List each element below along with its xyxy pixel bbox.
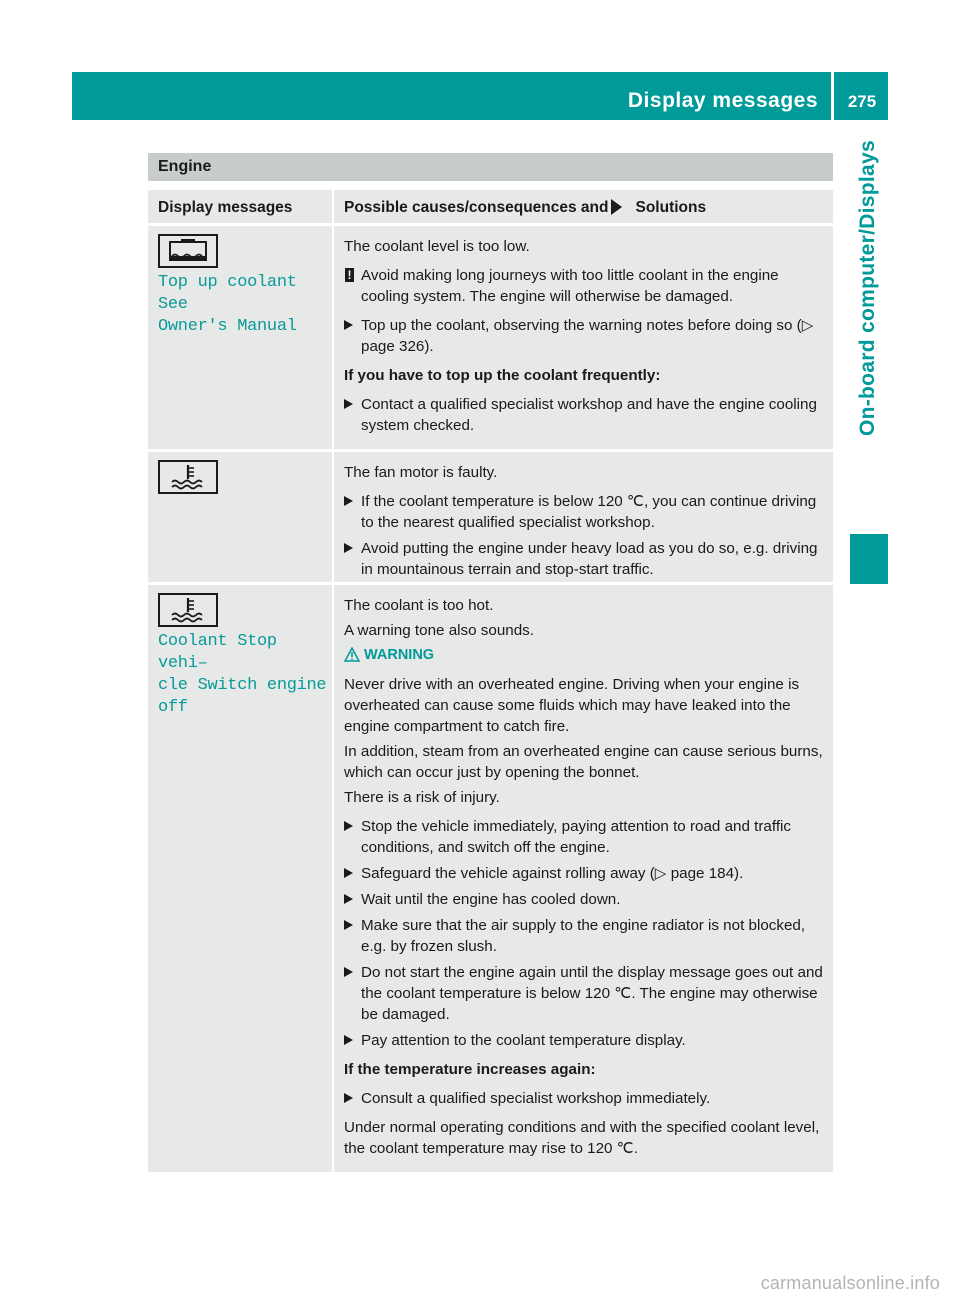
step-arrow-icon [344, 1093, 353, 1103]
step-text: Stop the vehicle immediately, paying attention to road and traffic conditions, and switch off the engine. [361, 818, 792, 856]
solution-step [344, 915, 827, 957]
solution-step [344, 538, 827, 580]
step-text: Top up the coolant, observing the warning notes before doing so (▷ page 326). [361, 317, 814, 355]
warning-label: WARNING [364, 647, 435, 663]
warning-text: There is a risk of injury. [344, 789, 500, 806]
side-tab-label: On-board computer/Displays [856, 140, 879, 437]
solution-step [344, 962, 827, 1025]
side-tab [848, 140, 888, 550]
coolant-level-icon [158, 234, 218, 268]
display-message-text: Coolant Stop vehi– cle Switch engine off [158, 632, 327, 717]
causes-cell-coolant-level [334, 226, 833, 449]
solution-arrow-icon [611, 199, 632, 215]
warning-triangle-icon [344, 647, 360, 662]
closing-text: Under normal operating conditions and with the specified coolant level, the coolant temperature may rise to 120 ℃. [344, 1119, 820, 1157]
header-title: Display messages [627, 89, 818, 112]
cause-text: The coolant is too hot. [344, 597, 494, 614]
solution-step [344, 1088, 827, 1109]
step-arrow-icon [344, 496, 353, 506]
condition-heading: If the temperature increases again: [344, 1061, 596, 1078]
step-text: Do not start the engine again until the display message goes out and the coolant temperature is below 120 ℃. The engine may otherwise be damaged. [361, 964, 823, 1023]
column-header-causes-label [334, 199, 706, 216]
step-arrow-icon [344, 967, 353, 977]
warning-text: In addition, steam from an overheated engine can cause serious burns, which can occur just by opening the bonnet. [344, 743, 823, 781]
cause-text: The fan motor is faulty. [344, 464, 498, 481]
step-text: Pay attention to the coolant temperature display. [361, 1032, 686, 1049]
column-header-solutions-text: Solutions [635, 199, 707, 216]
display-cell-coolant-hot [148, 585, 332, 1172]
step-text: If the coolant temperature is below 120 ℃, you can continue driving to the nearest qualified specialist workshop. [361, 493, 817, 531]
exclamation-icon: ! [345, 268, 354, 282]
step-arrow-icon [344, 920, 353, 930]
step-arrow-icon [344, 894, 353, 904]
step-arrow-icon [344, 320, 353, 330]
page-number: 275 [847, 92, 877, 111]
causes-cell-fan-motor [334, 452, 833, 582]
display-cell-fan-motor [148, 452, 332, 582]
step-text: Contact a qualified specialist workshop and have the engine cooling system checked. [361, 396, 817, 434]
step-text: Make sure that the air supply to the engine radiator is not blocked, e.g. by frozen slush. [361, 917, 806, 955]
watermark: carmanualsonline.info [760, 1273, 940, 1293]
step-arrow-icon [344, 1035, 353, 1045]
warning-text: Never drive with an overheated engine. Driving when your engine is overheated can cause some fluids which may have leaked into the engine compartment to catch fire. [344, 676, 800, 735]
cause-text: A warning tone also sounds. [344, 622, 534, 639]
step-arrow-icon [344, 868, 353, 878]
step-arrow-icon [344, 399, 353, 409]
cause-text: The coolant level is too low. [344, 238, 530, 255]
display-message-text: Top up coolant See Owner's Manual [158, 273, 297, 336]
column-header-causes [334, 190, 833, 223]
causes-cell-coolant-hot [334, 585, 833, 1172]
solution-step [344, 1030, 827, 1051]
coolant-temperature-icon [158, 460, 218, 494]
solution-step [344, 394, 827, 436]
step-text: Consult a qualified specialist workshop immediately. [361, 1090, 711, 1107]
solution-step [344, 315, 827, 357]
column-header-causes-text: Possible causes/consequences and [344, 199, 609, 216]
note-text: Avoid making long journeys with too little coolant in the engine cooling system. The engine will otherwise be damaged. [361, 267, 779, 305]
solution-step [344, 889, 827, 910]
warning-heading [344, 645, 827, 666]
condition-heading: If you have to top up the coolant frequently: [344, 367, 661, 384]
display-cell-coolant-level [148, 226, 332, 449]
column-header-display [148, 190, 332, 223]
solution-step [344, 491, 827, 533]
step-text: Safeguard the vehicle against rolling away (▷ page 184). [361, 865, 744, 882]
side-tab-marker [850, 534, 888, 584]
solution-step [344, 816, 827, 858]
section-title: Engine [158, 158, 212, 175]
header-divider [831, 72, 834, 120]
section-header [148, 153, 833, 181]
column-header-display-label: Display messages [158, 199, 293, 216]
coolant-temperature-icon [158, 593, 218, 627]
note-item [344, 265, 827, 307]
solution-step [344, 863, 827, 884]
step-arrow-icon [344, 543, 353, 553]
step-arrow-icon [344, 821, 353, 831]
step-text: Wait until the engine has cooled down. [361, 891, 621, 908]
page-header [72, 72, 888, 120]
step-text: Avoid putting the engine under heavy load as you do so, e.g. driving in mountainous terrain and stop-start traffic. [361, 540, 818, 578]
